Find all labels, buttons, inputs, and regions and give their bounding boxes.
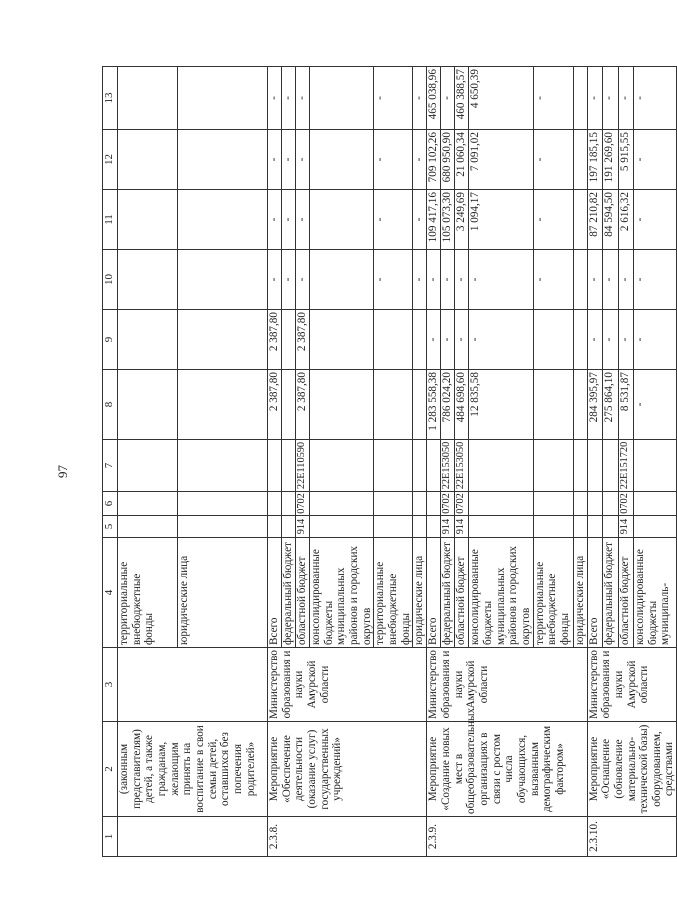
header-cell: 13 [103, 67, 118, 130]
cell-c11: - [413, 190, 427, 250]
cell-c11: - [282, 190, 296, 250]
cell-c9: - [603, 310, 618, 370]
page-number: 97 [55, 465, 70, 478]
header-cell: 2 [103, 722, 118, 817]
header-cell: 9 [103, 310, 118, 370]
cell-c12: - [533, 130, 573, 190]
cell-c12: 680 950,90 [441, 130, 455, 190]
cell-c13: - [533, 67, 573, 130]
cell-c8: 786 024,20 [441, 370, 455, 440]
cell-c9: - [455, 310, 469, 370]
source-label: Всего [427, 538, 441, 648]
header-cell: 4 [103, 538, 118, 648]
cell-c8: 2 387,80 [296, 370, 310, 440]
cell-c13: - [296, 67, 310, 130]
cell-c7: 22E110590 [296, 440, 310, 492]
cell-c12: 7 091,02 [469, 130, 533, 190]
cell-c13: - [587, 67, 602, 130]
cell-c7: 22E153050 [441, 440, 455, 492]
cell-c7 [603, 440, 618, 492]
source-label: областной бюджет [296, 538, 310, 648]
cell-c11: 87 210,82 [587, 190, 602, 250]
cell-c5: 914 [441, 516, 455, 538]
cell-c13: - [441, 67, 455, 130]
cell-c7: 22E151720 [618, 440, 633, 492]
cell-c10: - [603, 250, 618, 310]
item-executor: Министерство образования и науки Амурской области [587, 648, 677, 722]
cell-c12: 21 060,34 [455, 130, 469, 190]
cell-c11: 84 594,50 [603, 190, 618, 250]
cell-c10: - [469, 250, 533, 310]
cell-c9: - [633, 310, 676, 370]
cell-c9: - [469, 310, 533, 370]
cell-c8: 8 531,87 [618, 370, 633, 440]
cell-c11: - [533, 190, 573, 250]
cell-c11: 105 073,30 [441, 190, 455, 250]
cell-c12: 5 915,55 [618, 130, 633, 190]
source-label: консолидированные бюджеты муниципальных районов и городских округов [310, 538, 374, 648]
cell-c11: 1 094,17 [469, 190, 533, 250]
cell-c5 [603, 516, 618, 538]
cell-c8: 275 864,10 [603, 370, 618, 440]
cell-c12: 709 102,26 [427, 130, 441, 190]
cell-c10: - [282, 250, 296, 310]
cell-c9: 2 387,80 [296, 310, 310, 370]
cell-c10: - [268, 250, 282, 310]
cell-c5 [282, 516, 296, 538]
item-name: Мероприятие «Оснащение (обновление материально-технической базы) оборудованием, средствами [587, 722, 677, 817]
cell-c6 [603, 492, 618, 516]
cell-c6 [282, 492, 296, 516]
source-label: Всего [587, 538, 602, 648]
source-label: юридические лица [178, 538, 268, 648]
cell-c13: - [268, 67, 282, 130]
budget-table-rotated [102, 67, 676, 857]
cell-c12: - [282, 130, 296, 190]
cell-c5: 914 [296, 516, 310, 538]
cell-c11: - [268, 190, 282, 250]
header-cell: 5 [103, 516, 118, 538]
cell-c13: 465 038,96 [427, 67, 441, 130]
source-label: территориальные внебюджетные фонды [118, 538, 178, 648]
cell-c10: - [633, 250, 676, 310]
item-executor: Министерство образования и науки Амурской области [427, 648, 587, 722]
cell-c5 [268, 516, 282, 538]
row-number: 2.3.9. [427, 817, 587, 857]
cell-c11: - [374, 190, 413, 250]
source-label: федеральный бюджет [441, 538, 455, 648]
header-cell: 3 [103, 648, 118, 722]
cell-c12: - [268, 130, 282, 190]
cell-c6 [268, 492, 282, 516]
header-cell: 11 [103, 190, 118, 250]
cell-c11: 2 616,32 [618, 190, 633, 250]
cell-c12: 191 269,60 [603, 130, 618, 190]
source-label: территориальные внебюджетные фонды [533, 538, 573, 648]
cell-c6: 0702 [441, 492, 455, 516]
source-label: юридические лица [413, 538, 427, 648]
header-cell: 10 [103, 250, 118, 310]
item-executor: Министерство образования и науки Амурской области [268, 648, 427, 722]
cell-c12: 197 185,15 [587, 130, 602, 190]
table-row [587, 67, 602, 857]
cell-c10: - [533, 250, 573, 310]
cell-c10: - [455, 250, 469, 310]
cell-c12: - [296, 130, 310, 190]
cell-c11: 3 249,69 [455, 190, 469, 250]
cell-c6 [427, 492, 441, 516]
cell-c5 [427, 516, 441, 538]
source-label: Всего [268, 538, 282, 648]
header-cell: 8 [103, 370, 118, 440]
cell-c7 [427, 440, 441, 492]
cell-c8: 284 395,97 [587, 370, 602, 440]
table-row [118, 67, 178, 857]
cell-c5: 914 [618, 516, 633, 538]
cell-c8: 484 698,60 [455, 370, 469, 440]
cell-c9: 2 387,80 [268, 310, 282, 370]
cell-c8: 1 283 558,38 [427, 370, 441, 440]
cell-c8: 2 387,80 [268, 370, 282, 440]
cell-c6: 0702 [455, 492, 469, 516]
header-cell: 12 [103, 130, 118, 190]
cell-c10: - [296, 250, 310, 310]
row-number: 2.3.10. [587, 817, 677, 857]
cell-c6: 0702 [618, 492, 633, 516]
cell-c13: - [633, 67, 676, 130]
row-number: 2.3.8. [268, 817, 427, 857]
table-row [268, 67, 282, 857]
budget-table [102, 66, 677, 857]
cell-c12: - [633, 130, 676, 190]
cell-c12: - [413, 130, 427, 190]
cell-c10: - [618, 250, 633, 310]
cell-c9 [282, 310, 296, 370]
cell-c13: - [603, 67, 618, 130]
cell-c7 [587, 440, 602, 492]
source-label: консолидированные бюджеты муниципальных районов и городских округов [469, 538, 533, 648]
cell-c10: - [587, 250, 602, 310]
cell-c8 [282, 370, 296, 440]
header-cell: 6 [103, 492, 118, 516]
source-label: областной бюджет [618, 538, 633, 648]
cell-c9: - [441, 310, 455, 370]
cell-c8: - [633, 370, 676, 440]
cell-c5 [587, 516, 602, 538]
item-name: Мероприятие «Обеспечение деятельности (оказание услуг) государственных учреждений» [268, 722, 427, 817]
source-label: юридические лица [573, 538, 587, 648]
source-label: федеральный бюджет [282, 538, 296, 648]
item-name: Мероприятие «Создание новых мест в общеобразовательных организациях в связи с ростом числа обучающихся, вызванным демографическим фактором» [427, 722, 587, 817]
cell-c8: 12 835,58 [469, 370, 533, 440]
source-label: территориальные внебюджетные фонды [374, 538, 413, 648]
source-label: областной бюджет [455, 538, 469, 648]
header-row [103, 67, 118, 857]
source-label: федеральный бюджет [603, 538, 618, 648]
cell-c13: - [282, 67, 296, 130]
cell-c13: - [618, 67, 633, 130]
cell-c13: 4 650,39 [469, 67, 533, 130]
cell-c9: - [618, 310, 633, 370]
cell-c5: 914 [455, 516, 469, 538]
table-row [427, 67, 441, 857]
cell-c12: - [374, 130, 413, 190]
cell-c13: - [374, 67, 413, 130]
row-number [118, 817, 268, 857]
item-executor [118, 648, 268, 722]
cell-c9: - [427, 310, 441, 370]
cell-c6: 0702 [296, 492, 310, 516]
item-name: (законным представителям) детей, а также гражданам, желающим принять на воспитание в свои семьи детей, оставшихся без попечения родителей» [118, 722, 268, 817]
cell-c7: 22E153050 [455, 440, 469, 492]
header-cell: 7 [103, 440, 118, 492]
cell-c7 [282, 440, 296, 492]
cell-c11: 109 417,16 [427, 190, 441, 250]
cell-c13: - [413, 67, 427, 130]
source-label: консолидированные бюджеты муниципаль- [633, 538, 676, 648]
cell-c6 [587, 492, 602, 516]
cell-c9: - [587, 310, 602, 370]
cell-c10: - [413, 250, 427, 310]
cell-c10: - [374, 250, 413, 310]
cell-c10: - [427, 250, 441, 310]
cell-c11: - [633, 190, 676, 250]
cell-c7 [268, 440, 282, 492]
cell-c13: 460 388,57 [455, 67, 469, 130]
header-cell: 1 [103, 817, 118, 857]
cell-c10: - [441, 250, 455, 310]
cell-c11: - [296, 190, 310, 250]
